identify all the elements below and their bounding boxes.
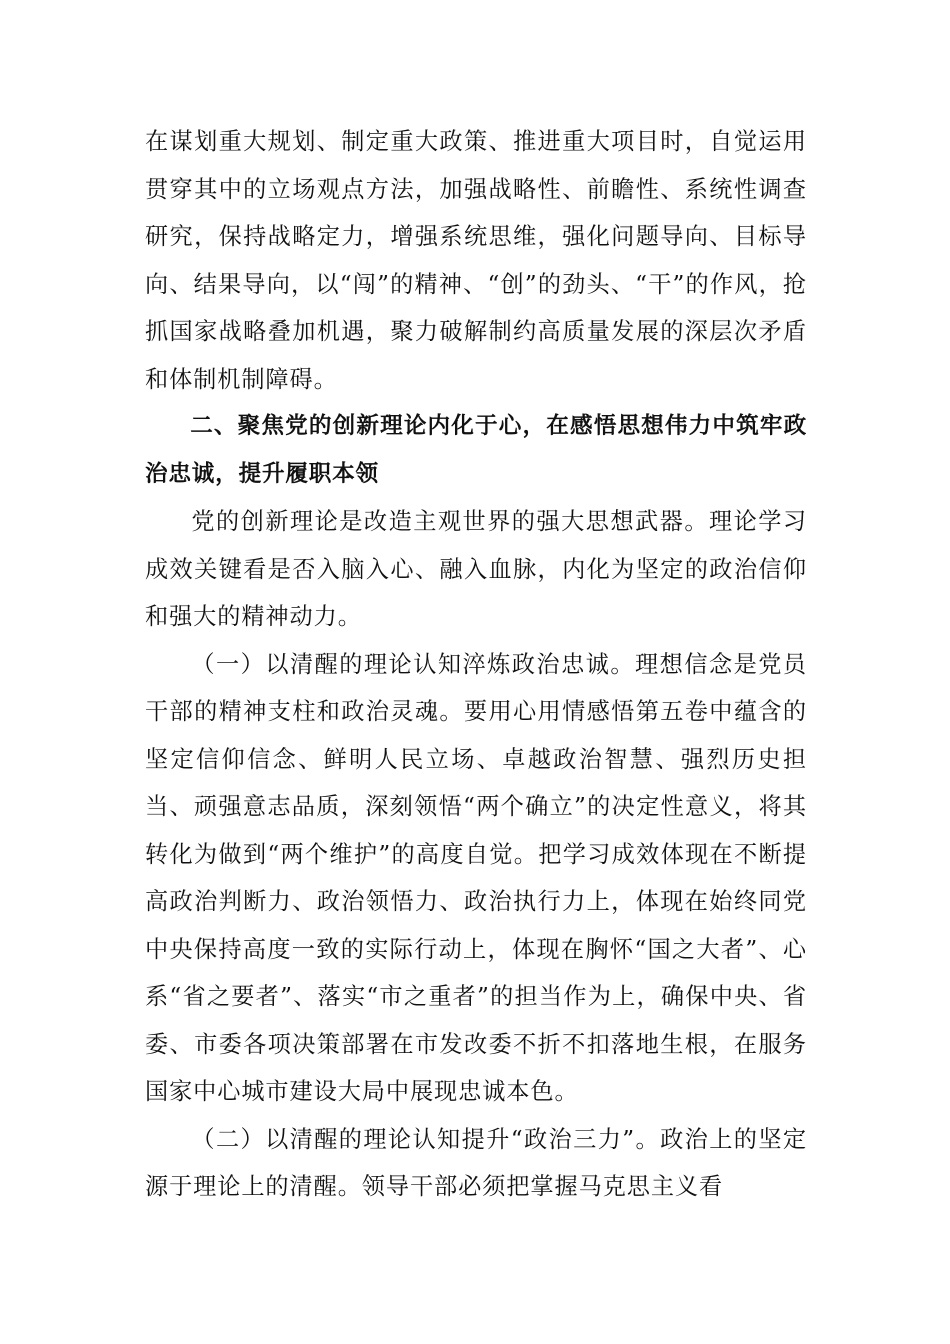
paragraph-section-2-intro: 党的创新理论是改造主观世界的强大思想武器。理论学习成效关键看是否入脑入心、融入血脉，内化为坚定的政治信仰和强大的精神动力。: [145, 508, 807, 630]
subsection-2-title: （二）以清醒的理论认知提升“政治三力”。: [191, 1125, 661, 1153]
subsection-1-title: （一）以清醒的理论认知淬炼政治忠诚。: [191, 650, 636, 678]
document-body: [145, 118, 807, 1211]
section-heading-2: 二、聚焦党的创新理论内化于心，在感悟思想伟力中筑牢政治忠诚，提升履职本领: [145, 413, 807, 487]
paragraph-subsection-2: [145, 1116, 807, 1211]
paragraph-subsection-1: [145, 641, 807, 1116]
subsection-1-body: 理想信念是党员干部的精神支柱和政治灵魂。要用心用情感悟第五卷中蕴含的坚定信仰信念、鲜明人民立场、卓越政治智慧、强烈历史担当、顽强意志品质，深刻领悟“两个确立”的决定性意义，将其转化为做到“两个维护”的高度自觉。把学习成效体现在不断提高政治判断力、政治领悟力、政治执行力上，体现在始终同党中央保持高度一致的实际行动上，体现在胸怀“国之大者”、心系“省之要者”、落实“市之重者”的担当作为上，确保中央、省委、市委各项决策部署在市发改委不折不扣落地生根，在服务国家中心城市建设大局中展现忠诚本色。: [145, 650, 807, 1105]
subsection-2-body: 政治上的坚定源于理论上的清醒。领导干部必须把掌握马克思主义看: [145, 1125, 807, 1200]
paragraph-continuation: 在谋划重大规划、制定重大政策、推进重大项目时，自觉运用贯穿其中的立场观点方法，加强战略性、前瞻性、系统性调查研究，保持战略定力，增强系统思维，强化问题导向、目标导向、结果导向，以“闯”的精神、“创”的劲头、“干”的作风，抢抓国家战略叠加机遇，聚力破解制约高质量发展的深层次矛盾和体制机制障碍。: [145, 128, 807, 393]
